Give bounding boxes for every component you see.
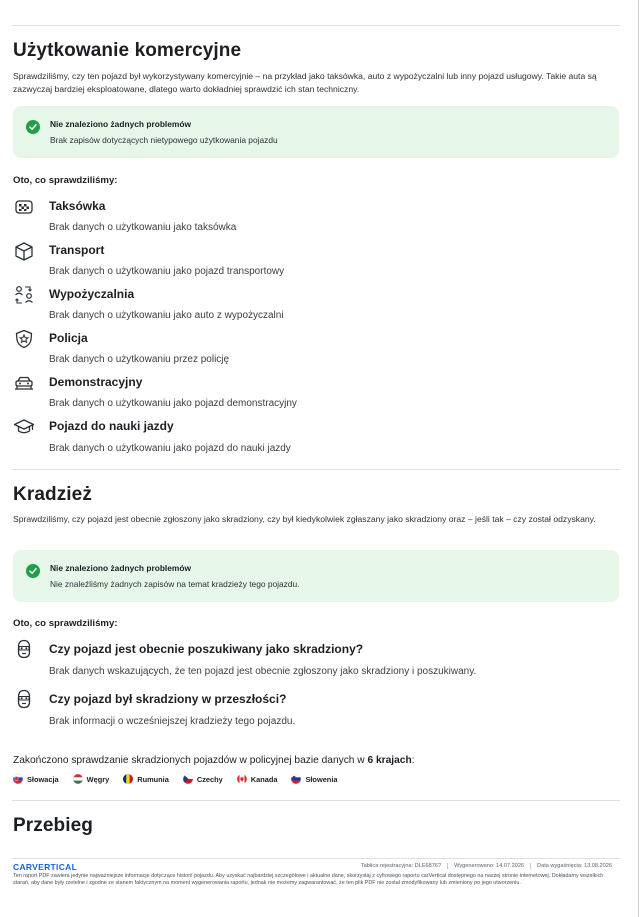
check-item-title: Transport <box>49 243 105 257</box>
check-item-desc: Brak danych o użytkowaniu jako pojazd demonstracyjny <box>49 398 297 409</box>
country-slovakia <box>13 774 59 784</box>
taxi-icon <box>13 196 35 218</box>
status-box-commercial <box>13 106 619 158</box>
countries-intro <box>13 755 415 766</box>
checked-label-theft: Oto, co sprawdziliśmy: <box>13 618 118 629</box>
check-item-desc: Brak danych o użytkowaniu przez policję <box>49 354 230 365</box>
country-name: Czechy <box>196 774 223 784</box>
countries-intro-suffix: : <box>411 755 415 766</box>
countries-intro-text: Zakończono sprawdzanie skradzionych pojazdów w policyjnej bazie danych w <box>13 755 368 766</box>
plate-number: Tablica rejestracyjna: DLE6876? <box>360 863 442 869</box>
section-title-commercial: Użytkowanie komercyjne <box>13 40 242 61</box>
section-title-theft: Kradzież <box>13 484 92 505</box>
check-item-desc: Brak informacji o wcześniejszej kradzieży tego pojazdu. <box>49 716 296 727</box>
flag-romania-icon <box>123 774 133 784</box>
check-item-desc: Brak danych o użytkowaniu jako pojazd transportowy <box>49 266 285 277</box>
box-icon <box>13 240 35 262</box>
check-circle-icon <box>26 120 40 134</box>
country-hungary <box>73 774 110 784</box>
flag-hungary-icon <box>73 774 83 784</box>
country-name: Kanada <box>250 774 278 784</box>
expiry-date: Data wygaśnięcia: 13.08.2026 <box>530 863 618 869</box>
status-title-theft: Nie znaleziono żadnych problemów <box>50 563 191 573</box>
check-item-title: Taksówka <box>49 199 106 213</box>
country-name: Słowacja <box>27 774 59 784</box>
section-title-mileage: Przebieg <box>13 815 93 836</box>
thief-mask-icon <box>13 638 35 660</box>
rental-icon <box>13 284 35 306</box>
check-item-desc: Brak danych o użytkowaniu jako pojazd do nauki jazdy <box>49 443 291 454</box>
flag-canada-icon <box>237 774 247 784</box>
checked-label-commercial: Oto, co sprawdziliśmy: <box>13 175 118 186</box>
report-meta <box>355 863 618 869</box>
status-text-theft: Nie znaleźliśmy żadnych zapisów na temat kradzieży tego pojazdu. <box>50 579 300 589</box>
check-item-desc: Brak danych o użytkowaniu jako taksówka <box>49 222 237 233</box>
flag-slovenia-icon <box>291 774 301 784</box>
countries-count: 6 krajach <box>367 755 412 766</box>
check-item-title: Pojazd do nauki jazdy <box>49 419 174 433</box>
check-item-title: Czy pojazd jest obecnie poszukiwany jako skradziony? <box>49 642 364 656</box>
section-lead-theft: Sprawdziliśmy, czy pojazd jest obecnie zgłoszony jako skradziony, czy był kiedykolwiek zgłaszany jako skradziony oraz – jeśli tak – czy został odzyskany. <box>13 514 596 524</box>
country-flags <box>13 774 338 784</box>
country-romania <box>123 774 169 784</box>
check-item-title: Policja <box>49 331 88 345</box>
footer-divider <box>12 858 620 859</box>
section-divider <box>12 800 620 801</box>
country-czechia <box>183 774 223 784</box>
carvertical-logo: CARVERTICAL <box>13 862 78 872</box>
status-title-commercial: Nie znaleziono żadnych problemów <box>50 119 191 129</box>
status-text-commercial: Brak zapisów dotyczących nietypowego użytkowania pojazdu <box>50 135 278 145</box>
country-name: Węgry <box>86 774 110 784</box>
country-slovenia <box>291 774 337 784</box>
country-canada <box>237 774 278 784</box>
thief-mask-icon <box>13 688 35 710</box>
check-item-title: Wypożyczalnia <box>49 287 135 301</box>
status-box-theft <box>13 550 619 602</box>
generated-date: Wygenerowano: 14.07.2026 <box>447 863 530 869</box>
police-badge-icon <box>13 328 35 350</box>
check-item-title: Czy pojazd był skradziony w przeszłości? <box>49 692 287 706</box>
flag-czechia-icon <box>183 774 193 784</box>
check-item-desc: Brak danych wskazujących, że ten pojazd jest obecnie zgłoszony jako skradziony i poszukiwany. <box>49 666 477 677</box>
footer-disclaimer: Ten raport PDF zawiera jedynie najważniejsze informacje dotyczące historii pojazdu. Aby uzyskać najbardziej szczegółowe i aktualne dane, skorzystaj z cyfrowego raportu carVertical dostępnego na naszej stronie internetowej. Dokładamy wszelkich starań, aby dane były rzetelne i zgodne ze stanem faktycznym na moment wygenerowania raportu, jednak nie możemy zagwarantować, że ten plik PDF nie został zmodyfikowany lub zmieniony po jego utworzeniu. <box>13 873 604 886</box>
country-name: Rumunia <box>137 774 169 784</box>
demo-car-icon <box>13 372 35 394</box>
country-name: Słowenia <box>305 774 338 784</box>
check-item-desc: Brak danych o użytkowaniu jako auto z wypożyczalni <box>49 310 284 321</box>
check-circle-icon <box>26 564 40 578</box>
flag-slovakia-icon <box>13 774 23 784</box>
section-lead-commercial: Sprawdziliśmy, czy ten pojazd był wykorzystywany komercyjnie – na przykład jako taksówka, auto z wypożyczalni lub inny pojazd usługowy. Takie auta są zazwyczaj bardziej eksploatowane, dlatego warto dokładniej sprawdzić ich stan techniczny. <box>13 71 597 94</box>
graduation-cap-icon <box>13 416 35 438</box>
check-item-title: Demonstracyjny <box>49 375 143 389</box>
section-divider <box>12 469 620 470</box>
top-divider <box>12 25 620 26</box>
